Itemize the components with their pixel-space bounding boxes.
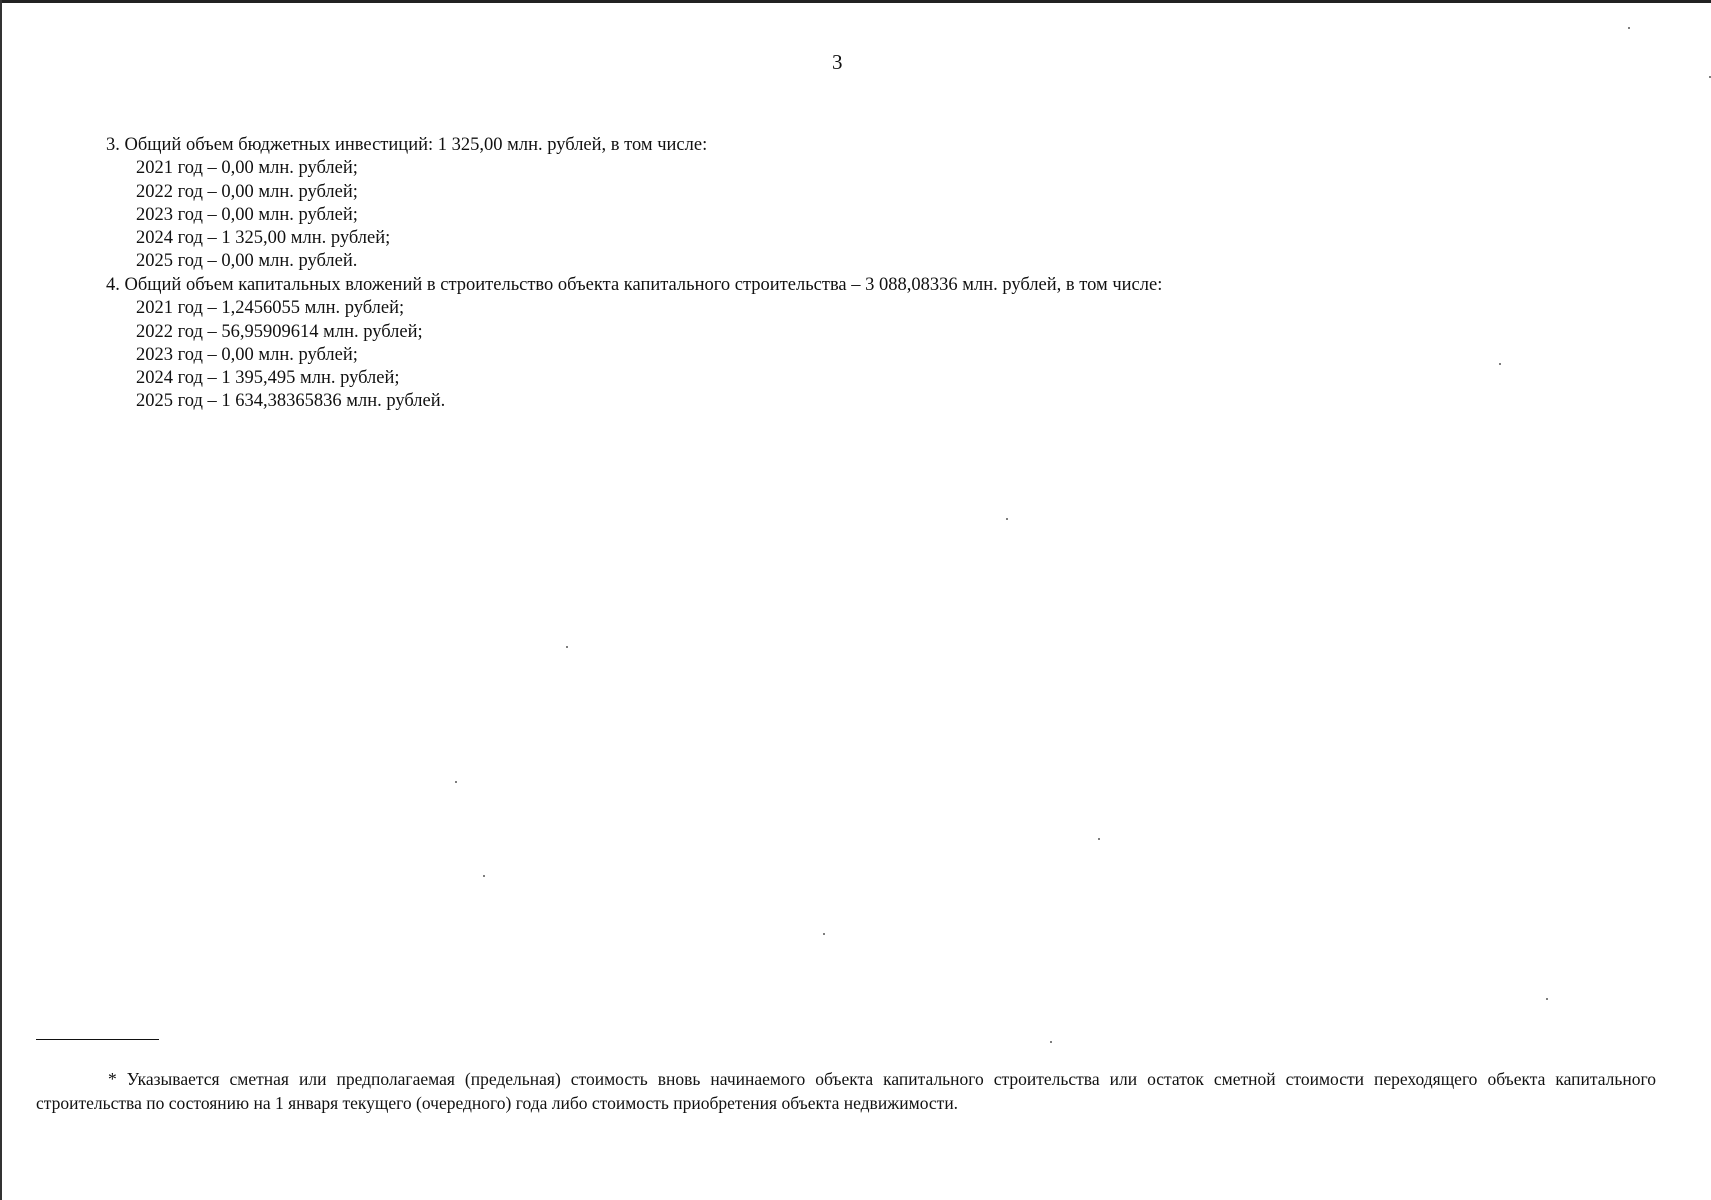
scan-speck (566, 646, 568, 648)
year-item: 2025 год – 0,00 млн. рублей. (136, 251, 358, 272)
page-border-top (0, 0, 1711, 3)
year-item: 2023 год – 0,00 млн. рублей; (136, 344, 358, 365)
scan-speck (455, 781, 457, 783)
scan-speck (1546, 998, 1548, 1000)
section-heading: 3. Общий объем бюджетных инвестиций: 1 325,00 млн. рублей, в том числе: (106, 135, 708, 155)
section-capital-investments (106, 274, 1162, 414)
scan-speck (823, 933, 825, 935)
scan-speck (1499, 363, 1501, 365)
year-item: 2021 год – 1,2456055 млн. рублей; (136, 298, 405, 319)
scan-speck (1006, 518, 1008, 520)
scan-speck (1628, 27, 1630, 29)
footnote-separator (36, 1039, 159, 1040)
scan-speck (483, 875, 485, 877)
year-item: 2024 год – 1 325,00 млн. рублей; (136, 228, 391, 249)
page-border-left (0, 0, 2, 1200)
scan-speck (1098, 838, 1100, 840)
section-heading: 4. Общий объем капитальных вложений в строительство объекта капитального строительства – 3 088,08336 млн. рублей, в том числе: (106, 275, 1163, 295)
page-number: 3 (832, 50, 843, 74)
section-budget-investments (106, 134, 707, 274)
year-item: 2021 год – 0,00 млн. рублей; (136, 158, 358, 179)
year-item: 2023 год – 0,00 млн. рублей; (136, 204, 358, 225)
footnote-text: * Указывается сметная или предполагаемая (предельная) стоимость вновь начинаемого объекта капитального строительства или остаток сметной стоимости переходящего объекта капитального строительства по состоянию на 1 января текущего (очередного) года либо стоимость приобретения объекта недвижимости. (36, 1069, 1656, 1113)
year-item: 2025 год – 1 634,38365836 млн. рублей. (136, 391, 446, 412)
year-item: 2024 год – 1 395,495 млн. рублей; (136, 368, 400, 389)
scan-speck (1050, 1041, 1052, 1043)
year-item: 2022 год – 56,95909614 млн. рублей; (136, 321, 423, 342)
year-item: 2022 год – 0,00 млн. рублей; (136, 181, 358, 202)
footnote (36, 1067, 1656, 1115)
